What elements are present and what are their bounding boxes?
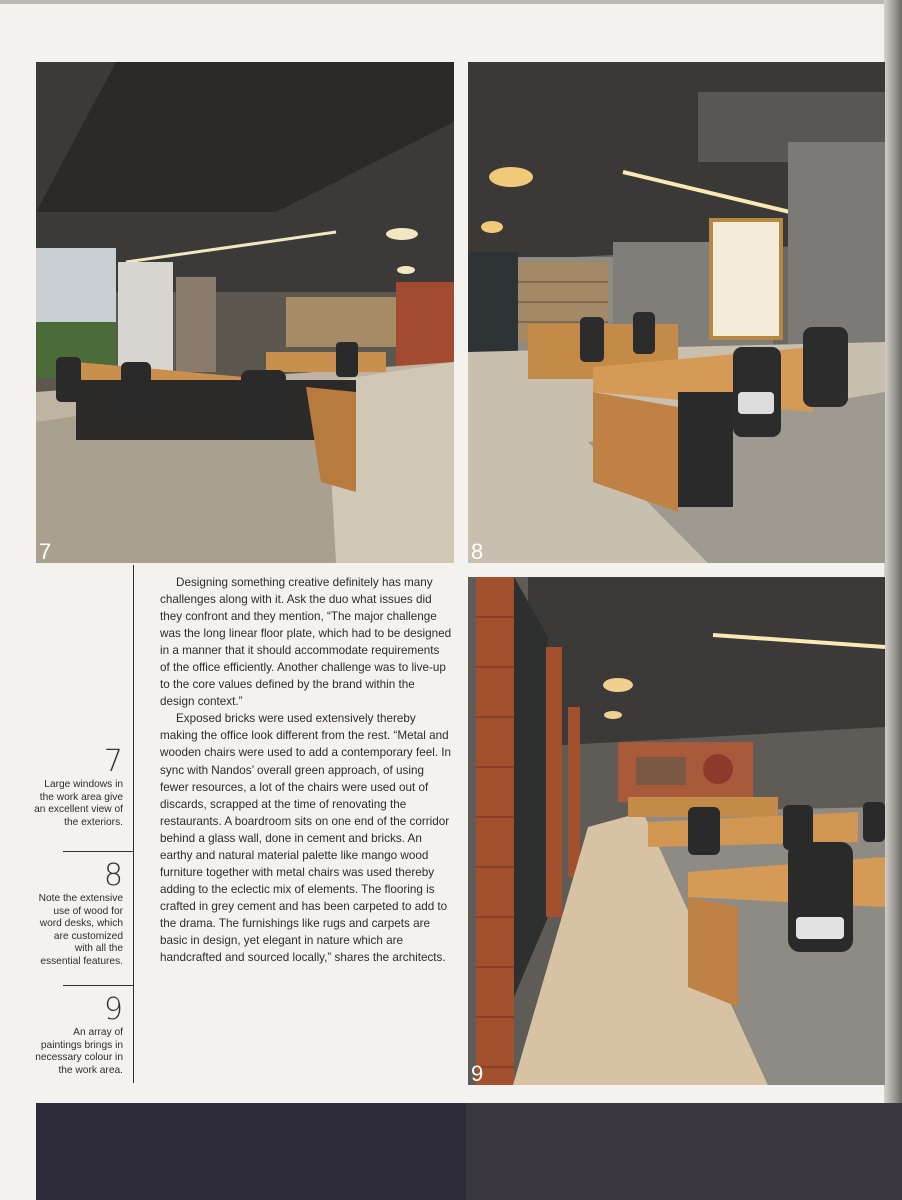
photo-7-illustration xyxy=(36,62,454,563)
caption-8 xyxy=(33,858,123,969)
caption-7-number: 7 xyxy=(103,744,123,779)
photo-9-corridor xyxy=(468,577,885,1085)
caption-sidebar xyxy=(36,565,134,1083)
top-edge xyxy=(0,0,902,4)
caption-divider xyxy=(63,985,133,986)
caption-8-text: Note the extensive use of wood for word desks, which are customized with all the essential features. xyxy=(38,893,123,967)
caption-7 xyxy=(33,744,123,829)
footer-band-right xyxy=(466,1103,902,1200)
caption-9 xyxy=(33,992,123,1077)
caption-9-text: An array of paintings brings in necessary colour in the work area. xyxy=(35,1027,123,1076)
photo-8-workstations xyxy=(468,62,885,563)
body-paragraph: Exposed bricks were used extensively thereby making the office look different from the rest. “Metal and wooden chairs were used to add a contemporary feel. In sync with Nandos’ overall green approach, of using fewer resources, a lot of the chairs were used out of discards, scrapped at the time of renovating the restaurants. A boardroom sits on one end of the corridor behind a glass wall, done in cement and bricks. An earthy and natural material palette like mango wood furniture together with metal chairs was used thereby adding to the eclectic mix of elements. The flooring is crafted in grey cement and has been carpeted to add to the drama. The furnishings like rugs and carpets are basic in design, yet elegant in nature which are handcrafted and sourced locally,” shares the architects. xyxy=(160,712,452,965)
caption-9-number: 9 xyxy=(103,992,123,1027)
page-spine-shadow xyxy=(884,0,902,1200)
caption-8-number: 8 xyxy=(103,858,123,893)
photo-7-number: 7 xyxy=(39,539,52,563)
photo-7-open-office xyxy=(36,62,454,563)
photo-8-illustration xyxy=(468,62,885,563)
article-body xyxy=(160,574,452,966)
photo-9-illustration xyxy=(468,577,885,1085)
photo-9-number: 9 xyxy=(471,1061,484,1085)
caption-divider xyxy=(63,851,133,852)
caption-7-text: Large windows in the work area give an excellent view of the exteriors. xyxy=(34,779,123,828)
body-paragraph: Designing something creative definitely has many challenges along with it. Ask the duo what issues did they confront and they mention, “The major challenge was the long linear floor plate, which had to be designed in a manner that it should accommodate requirements of the office efficiently. Another challenge was to live-up to the core values defined by the brand within the design context.” xyxy=(160,576,452,709)
photo-8-number: 8 xyxy=(471,539,484,563)
